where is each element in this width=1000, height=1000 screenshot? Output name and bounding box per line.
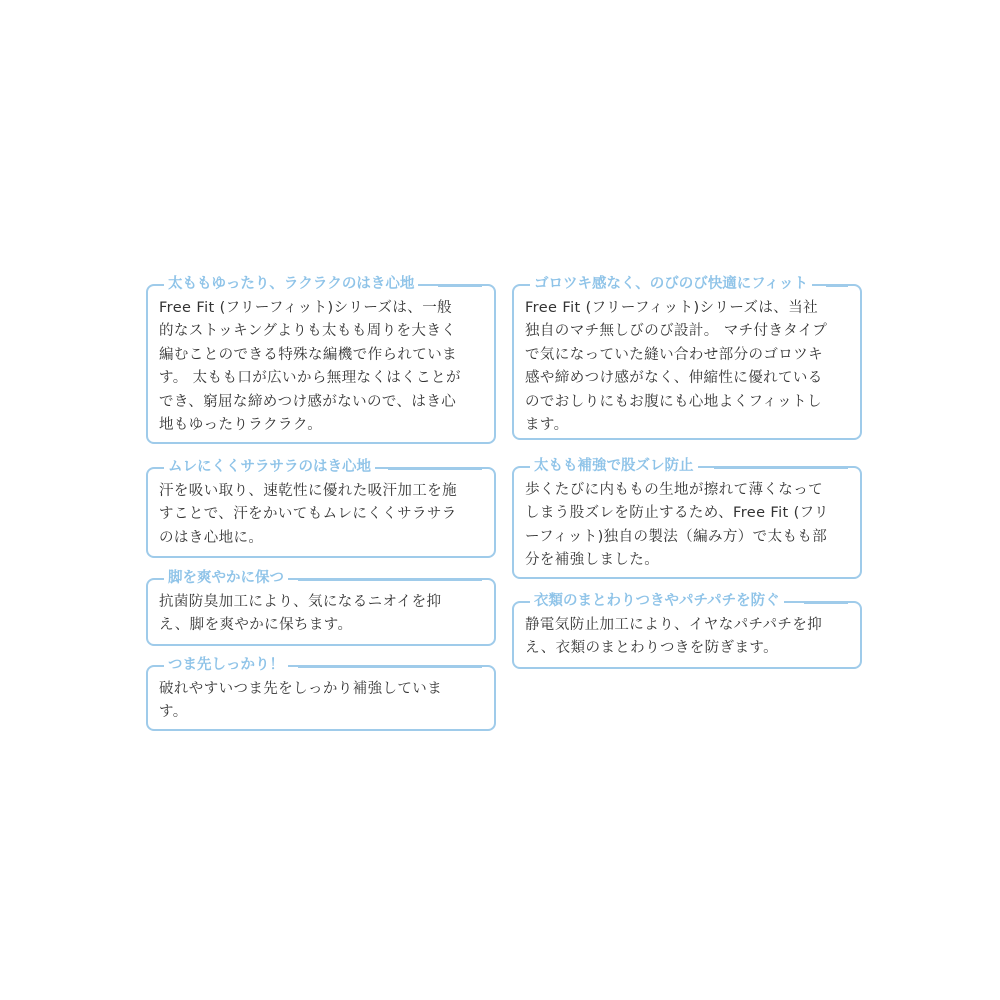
feature-description: 静電気防止加工により、イヤなパチパチを抑 え、衣類のまとわりつきを防ぎます。 — [525, 617, 823, 657]
title-rule — [388, 467, 482, 470]
feature-title: つま先しっかり！ — [164, 655, 288, 675]
title-rule — [438, 284, 482, 287]
title-rule — [298, 665, 482, 668]
feature-description: Free Fit (フリーフィット)シリーズは、一般 的なストッキングよりも太もも周りを大きく 編むことのできる特殊な編機で作られていま す。 太もも口が広いから無理なくはくことが でき、窮屈な締めつけ感がないので、はき心 地もゆったりラクラク。 — [159, 300, 461, 434]
feature-card-stretch-fit — [512, 276, 862, 440]
feature-description: 汗を吸い取り、速乾性に優れた吸汗加工を施 すことで、汗をかいてもムレにくくサラサラ のはき心地に。 — [159, 483, 457, 546]
feature-description: 抗菌防臭加工により、気になるニオイを抑 え、脚を爽やかに保ちます。 — [159, 594, 442, 634]
feature-title: ムレにくくサラサラのはき心地 — [164, 457, 375, 477]
feature-card-antibacterial — [146, 570, 496, 646]
title-rule — [826, 284, 848, 287]
feature-title: ゴロツキ感なく、のびのび快適にフィット — [530, 274, 812, 294]
feature-description: 歩くたびに内ももの生地が擦れて薄くなって しまう股ズレを防止するため、Free Fit (フリ ーフィット)独自の製法（編み方）で太もも部 分を補強しました。 — [525, 482, 829, 569]
title-rule — [804, 601, 848, 604]
title-rule — [298, 578, 482, 581]
feature-card-thigh-comfort — [146, 276, 496, 444]
feature-card-antistatic — [512, 593, 862, 669]
feature-title: 太ももゆったり、ラクラクのはき心地 — [164, 274, 418, 294]
feature-title: 脚を爽やかに保つ — [164, 568, 288, 588]
feature-card-toe-reinforced — [146, 657, 496, 731]
feature-description: 破れやすいつま先をしっかり補強していま す。 — [159, 681, 443, 721]
feature-description: Free Fit (フリーフィット)シリーズは、当社 独自のマチ無しびのび設計。 マチ付きタイプ で気になっていた縫い合わせ部分のゴロツキ 感や締めつけ感がなく、伸縮性に優れている のでおしりにもお腹にも心地よくフィットし ます。 — [525, 300, 828, 434]
feature-title: 太もも補強で股ズレ防止 — [530, 456, 698, 476]
feature-card-breathable — [146, 459, 496, 558]
title-rule — [714, 466, 848, 469]
feature-card-chafe-prevention — [512, 458, 862, 579]
feature-title: 衣類のまとわりつきやパチパチを防ぐ — [530, 591, 784, 611]
